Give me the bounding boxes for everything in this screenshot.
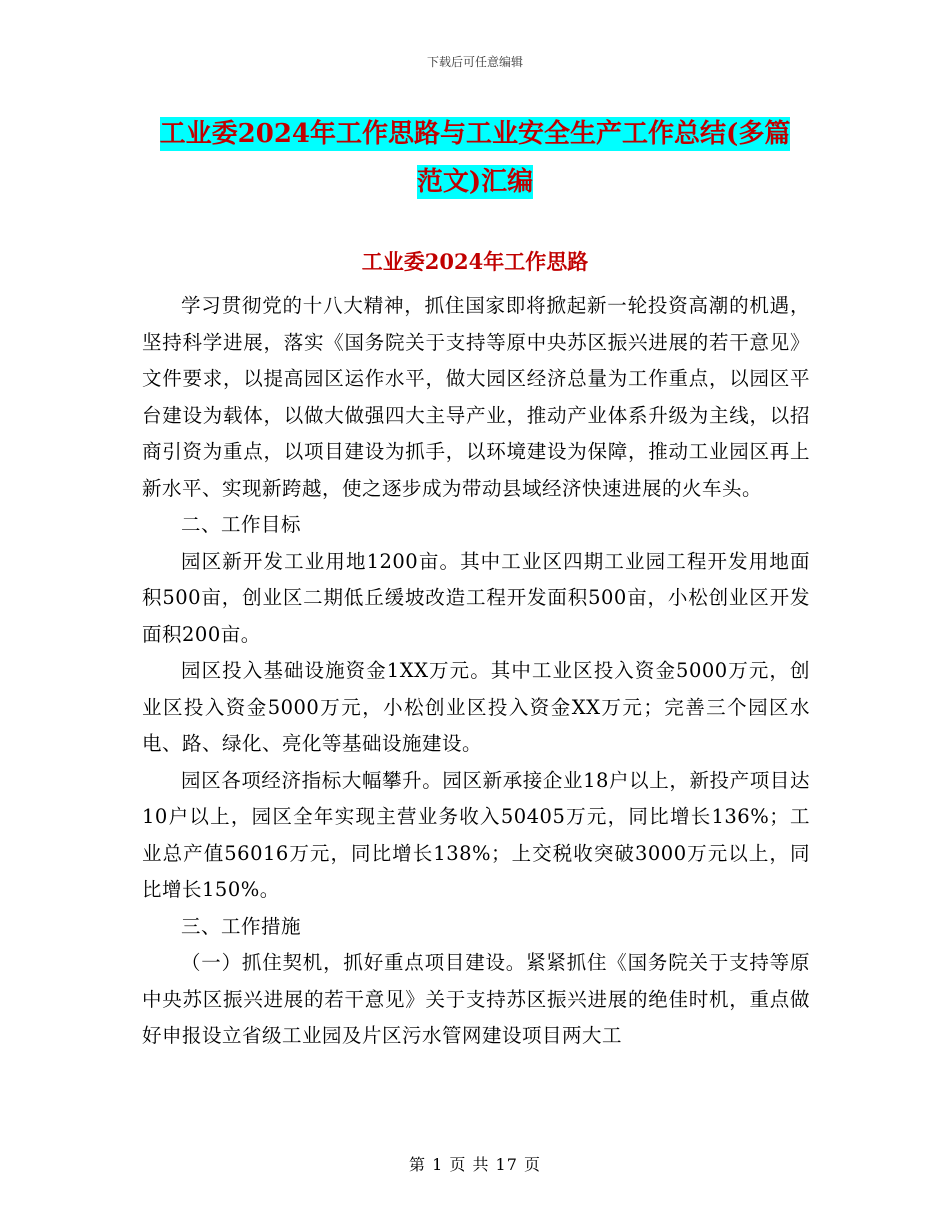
section-title: 工业委2024年工作思路 [361, 249, 589, 274]
heading-work-measures: 三、工作措施 [181, 914, 302, 938]
page-header-note: 下载后可任意编辑 [426, 55, 523, 69]
document-title [150, 110, 800, 206]
paragraph-infrastructure-investment: 园区投入基础设施资金1XX万元。其中工业区投入资金5000万元，创业区投入资金5000万元，小松创业区投入资金XX万元；完善三个园区水电、路、绿化、亮化等基础设施建设。 [142, 659, 810, 755]
paragraph-economic-indicators: 园区各项经济指标大幅攀升。园区新承接企业18户以上，新投产项目达10户以上，园区全年实现主营业务收入50405万元，同比增长136%；工业总产值56016万元，同比增长138%；上交税收突破3000万元以上，同比增长150%。 [142, 768, 810, 901]
page-number: 第 1 页 共 17 页 [409, 1155, 541, 1174]
paragraph-key-projects: （一）抓住契机，抓好重点项目建设。紧紧抓住《国务院关于支持等原中央苏区振兴进展的若干意见》关于支持苏区振兴进展的绝佳时机，重点做好申报设立省级工业园及片区污水管网建设项目两大工 [142, 951, 810, 1047]
document-body [142, 288, 810, 1055]
heading-work-goals: 二、工作目标 [181, 513, 302, 536]
paragraph-intro: 学习贯彻党的十八大精神，抓住国家即将掀起新一轮投资高潮的机遇，坚持科学进展，落实《国务院关于支持等原中央苏区振兴进展的若干意见》文件要求，以提高园区运作水平，做大园区经济总量为工作重点，以园区平台建设为载体，以做大做强四大主导产业，推动产业体系升级为主线，以招商引资为重点，以项目建设为抓手，以环境建设为保障，推动工业园区再上新水平、实现新跨越，使之逐步成为带动县域经济快速进展的火车头。 [142, 294, 810, 500]
document-title-text: 工业委2024年工作思路与工业安全生产工作总结(多篇范文)汇编 [159, 119, 791, 197]
paragraph-land-development: 园区新开发工业用地1200亩。其中工业区四期工业园工程开发用地面积500亩，创业区二期低丘缓坡改造工程开发面积500亩，小松创业区开发面积200亩。 [142, 549, 810, 646]
